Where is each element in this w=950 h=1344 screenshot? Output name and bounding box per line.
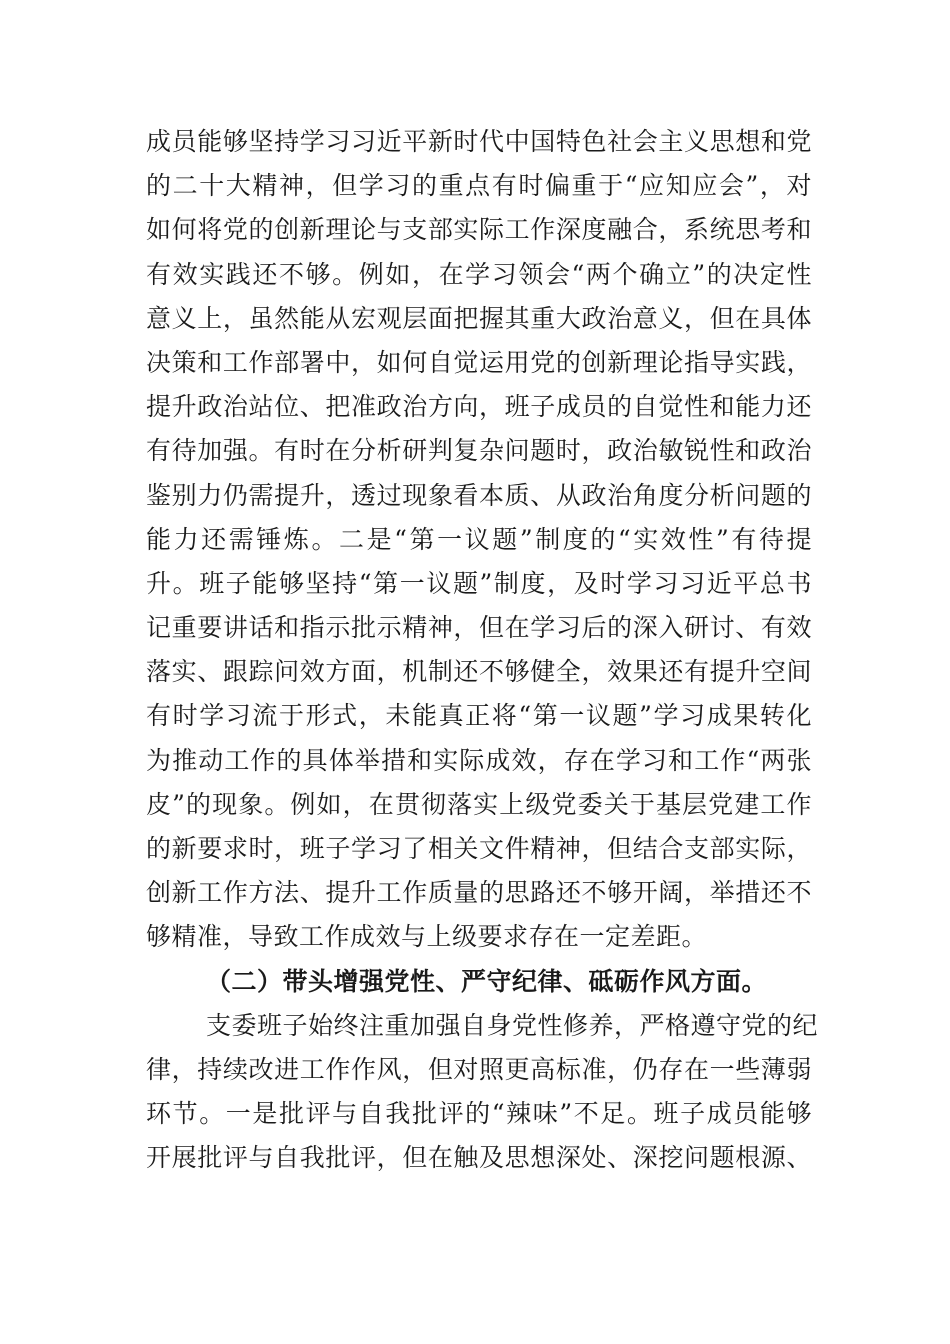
text-line: 记重要讲话和指示批示精神，但在学习后的深入研讨、有效 xyxy=(146,613,812,643)
text-line: 有时学习流于形式，未能真正将“第一议题”学习成果转化 xyxy=(146,701,812,731)
text-line: 为推动工作的具体举措和实际成效，存在学习和工作“两张 xyxy=(146,745,812,775)
section-heading: （二）带头增强党性、严守纪律、砥砺作风方面。 xyxy=(206,966,768,996)
document-body xyxy=(146,120,819,1181)
text-line: 能力还需锤炼。二是“第一议题”制度的“实效性”有待提 xyxy=(146,524,813,554)
text-line: 皮”的现象。例如，在贯彻落实上级党委关于基层党建工作 xyxy=(146,789,812,819)
paragraph-party-discipline xyxy=(146,1004,819,1181)
text-line: 鉴别力仍需提升，透过现象看本质、从政治角度分析问题的 xyxy=(146,480,812,510)
text-line: 升。班子能够坚持“第一议题”制度，及时学习习近平总书 xyxy=(146,568,812,598)
text-line: 如何将党的创新理论与支部实际工作深度融合，系统思考和 xyxy=(146,215,812,245)
paragraph-political-study xyxy=(146,120,812,960)
text-line: 有效实践还不够。例如，在学习领会“两个确立”的决定性 xyxy=(146,259,812,289)
text-line: 有待加强。有时在分析研判复杂问题时，政治敏锐性和政治 xyxy=(146,436,812,466)
text-line: 环节。一是批评与自我批评的“辣味”不足。班子成员能够 xyxy=(146,1099,812,1129)
text-line: 的新要求时，班子学习了相关文件精神，但结合支部实际， xyxy=(146,834,812,863)
text-line: 提升政治站位、把准政治方向，班子成员的自觉性和能力还 xyxy=(146,392,812,422)
text-line: 开展批评与自我批评，但在触及思想深处、深挖问题根源、 xyxy=(146,1143,812,1173)
text-line: 支委班子始终注重加强自身党性修养，严格遵守党的纪 xyxy=(206,1010,819,1040)
text-line: 的二十大精神，但学习的重点有时偏重于“应知应会”，对 xyxy=(146,171,812,201)
text-line: 落实、跟踪问效方面，机制还不够健全，效果还有提升空间 xyxy=(146,657,812,687)
text-line: 决策和工作部署中，如何自觉运用党的创新理论指导实践， xyxy=(146,347,812,377)
text-line: 创新工作方法、提升工作质量的思路还不够开阔，举措还不 xyxy=(146,878,812,908)
text-line: 够精准，导致工作成效与上级要求存在一定差距。 xyxy=(146,922,708,952)
text-line: 成员能够坚持学习习近平新时代中国特色社会主义思想和党 xyxy=(146,127,812,156)
text-line: 意义上，虽然能从宏观层面把握其重大政治意义，但在具体 xyxy=(146,303,812,333)
text-line: 律，持续改进工作作风，但对照更高标准，仍存在一些薄弱 xyxy=(146,1054,812,1084)
